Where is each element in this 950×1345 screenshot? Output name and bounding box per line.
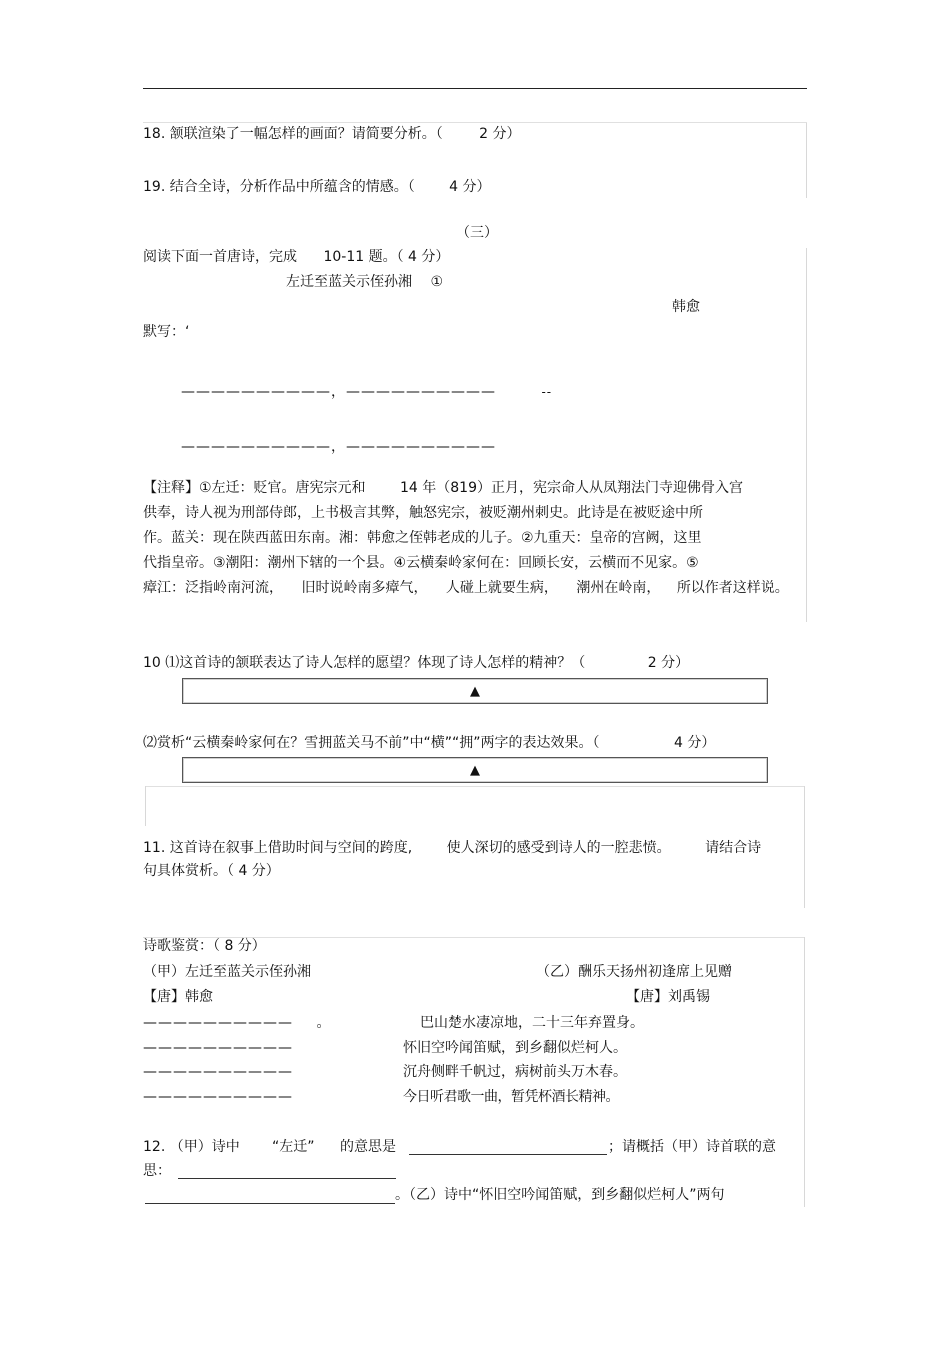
question-10-2 [143, 734, 715, 752]
poem-b-title: （乙）酬乐天扬州初逢席上见赠 [536, 964, 732, 980]
box-line [804, 786, 805, 908]
top-rule [143, 88, 807, 89]
poem-b-line-3: 沉舟侧畔千帆过，病树前头万木春。 [403, 1064, 627, 1080]
question-11-text: 使人深切的感受到诗人的一腔悲愤。 [446, 840, 671, 856]
question-19-score: 4 分） [449, 179, 491, 195]
section-heading: （三） [456, 225, 498, 241]
notes-text: 【注释】①左迁：贬官。唐宪宗元和 [143, 480, 366, 496]
question-11-line-1 [143, 839, 761, 857]
notes-text: 人碰上就要生病， [445, 580, 558, 596]
notes-text: 旧时说岭南多瘴气， [301, 580, 428, 596]
answer-box-10-1[interactable] [182, 678, 768, 704]
question-18-score: 2 分） [479, 126, 521, 142]
box-line [145, 786, 146, 826]
question-11-text: 11. 这首诗在叙事上借助时间与空间的跨度, [143, 840, 413, 856]
dictation-blank-1 [181, 383, 552, 401]
section-intro-range: 10-11 题。（ 4 分） [323, 249, 450, 265]
question-10-1-text: 10 ⑴这首诗的颔联表达了诗人怎样的愿望？体现了诗人怎样的精神？（ [143, 655, 586, 671]
box-line [806, 122, 807, 198]
notes-line-4: 代指皇帝。③潮阳：潮州下辖的一个县。④云横秦岭家何在：回顾长安，云横而不见家。⑤ [143, 555, 699, 571]
question-12-part-4: 思： [143, 1163, 171, 1179]
answer-line-3[interactable] [145, 1203, 395, 1204]
poem-a-line-4: —————————— [143, 1089, 293, 1105]
question-12-part-2: 的意思是 [340, 1139, 396, 1155]
poem-title-note: ① [430, 274, 444, 290]
poem-b-line-1: 巴山楚水凄凉地，二十三年弃置身。 [420, 1015, 644, 1031]
poem-b-line-2: 怀旧空吟闻笛赋，到乡翻似烂柯人。 [403, 1040, 627, 1056]
answer-box-10-2[interactable] [182, 757, 768, 783]
dictation-blank-2: ——————————，—————————— [181, 439, 496, 455]
notes-text: 潮州在岭南， [576, 580, 661, 596]
appreciation-heading: 诗歌鉴赏：（ 8 分） [143, 938, 266, 954]
poem-b-line-4: 今日听君歌一曲，暂凭杯酒长精神。 [403, 1089, 619, 1105]
poem-b-author: 【唐】刘禹锡 [626, 989, 710, 1005]
question-19-text: 19. 结合全诗，分析作品中所蕴含的情感。（ [143, 179, 415, 195]
section-intro-text: 阅读下面一首唐诗，完成 [143, 249, 297, 265]
question-10-2-score: 4 分） [673, 735, 716, 751]
triangle-icon: ▲ [470, 762, 480, 778]
box-line [806, 248, 807, 622]
poem-title-text: 左迁至蓝关示侄孙湘 [286, 274, 412, 290]
poem-a-author: 【唐】韩愈 [143, 989, 213, 1005]
question-12-part-3: ；请概括（甲）诗首联的意 [608, 1139, 776, 1155]
poem-a-line-1 [143, 1014, 331, 1032]
question-11-line-2: 句具体赏析。（ 4 分） [143, 863, 280, 879]
poem-a-blank: —————————— [143, 1015, 293, 1031]
notes-line-3: 作。蓝关：现在陕西蓝田东南。湘：韩愈之侄韩老成的儿子。②九重天：皇帝的宫阙，这里 [143, 530, 702, 546]
dictation-blank-1-text: ——————————，—————————— [181, 384, 496, 400]
dictation-label: 默写：‘ [143, 324, 190, 340]
poem-author: 韩愈 [672, 299, 700, 315]
box-line [804, 937, 805, 1207]
box-line [145, 786, 805, 787]
triangle-icon: ▲ [470, 683, 480, 699]
notes-line-2: 供奉，诗人视为刑部侍郎，上书极言其弊，触怒宪宗，被贬潮州刺史。此诗是在被贬途中所 [143, 505, 703, 521]
question-12-part-1: 12. （甲）诗中 [143, 1139, 240, 1155]
notes-line-1 [143, 479, 743, 497]
poem-a-end: 。 [316, 1015, 332, 1031]
question-12-quote: “左迁” [272, 1139, 315, 1155]
notes-text: 瘴江：泛指岭南河流， [143, 580, 283, 596]
poem-a-line-3: —————————— [143, 1064, 293, 1080]
dictation-blank-1-tail: -- [541, 385, 553, 399]
question-10-1 [143, 654, 689, 672]
poem-title [286, 273, 443, 291]
question-12-part-5: 。（乙）诗中“怀旧空吟闻笛赋，到乡翻似烂柯人”两句 [395, 1187, 725, 1203]
question-10-1-score: 2 分） [647, 655, 690, 671]
question-19 [143, 178, 491, 196]
question-10-2-text: ⑵赏析“云横秦岭家何在？雪拥蓝关马不前”中“横”“拥”两字的表达效果。（ [143, 735, 600, 751]
question-18-text: 18. 颔联渲染了一幅怎样的画面？请简要分析。（ [143, 126, 443, 142]
poem-a-title: （甲）左迁至蓝关示侄孙湘 [143, 964, 311, 980]
poem-a-line-2: —————————— [143, 1040, 293, 1056]
box-line [143, 122, 807, 123]
question-11-text: 请结合诗 [705, 840, 762, 856]
question-18 [143, 125, 521, 143]
answer-line-1[interactable] [409, 1154, 607, 1155]
answer-line-2[interactable] [178, 1178, 396, 1179]
section-intro [143, 248, 449, 266]
notes-text: 所以作者这样说。 [676, 580, 789, 596]
notes-line-5 [143, 579, 789, 597]
notes-text: 14 年（819）正月，宪宗命人从凤翔法门寺迎佛骨入宫 [400, 480, 744, 496]
